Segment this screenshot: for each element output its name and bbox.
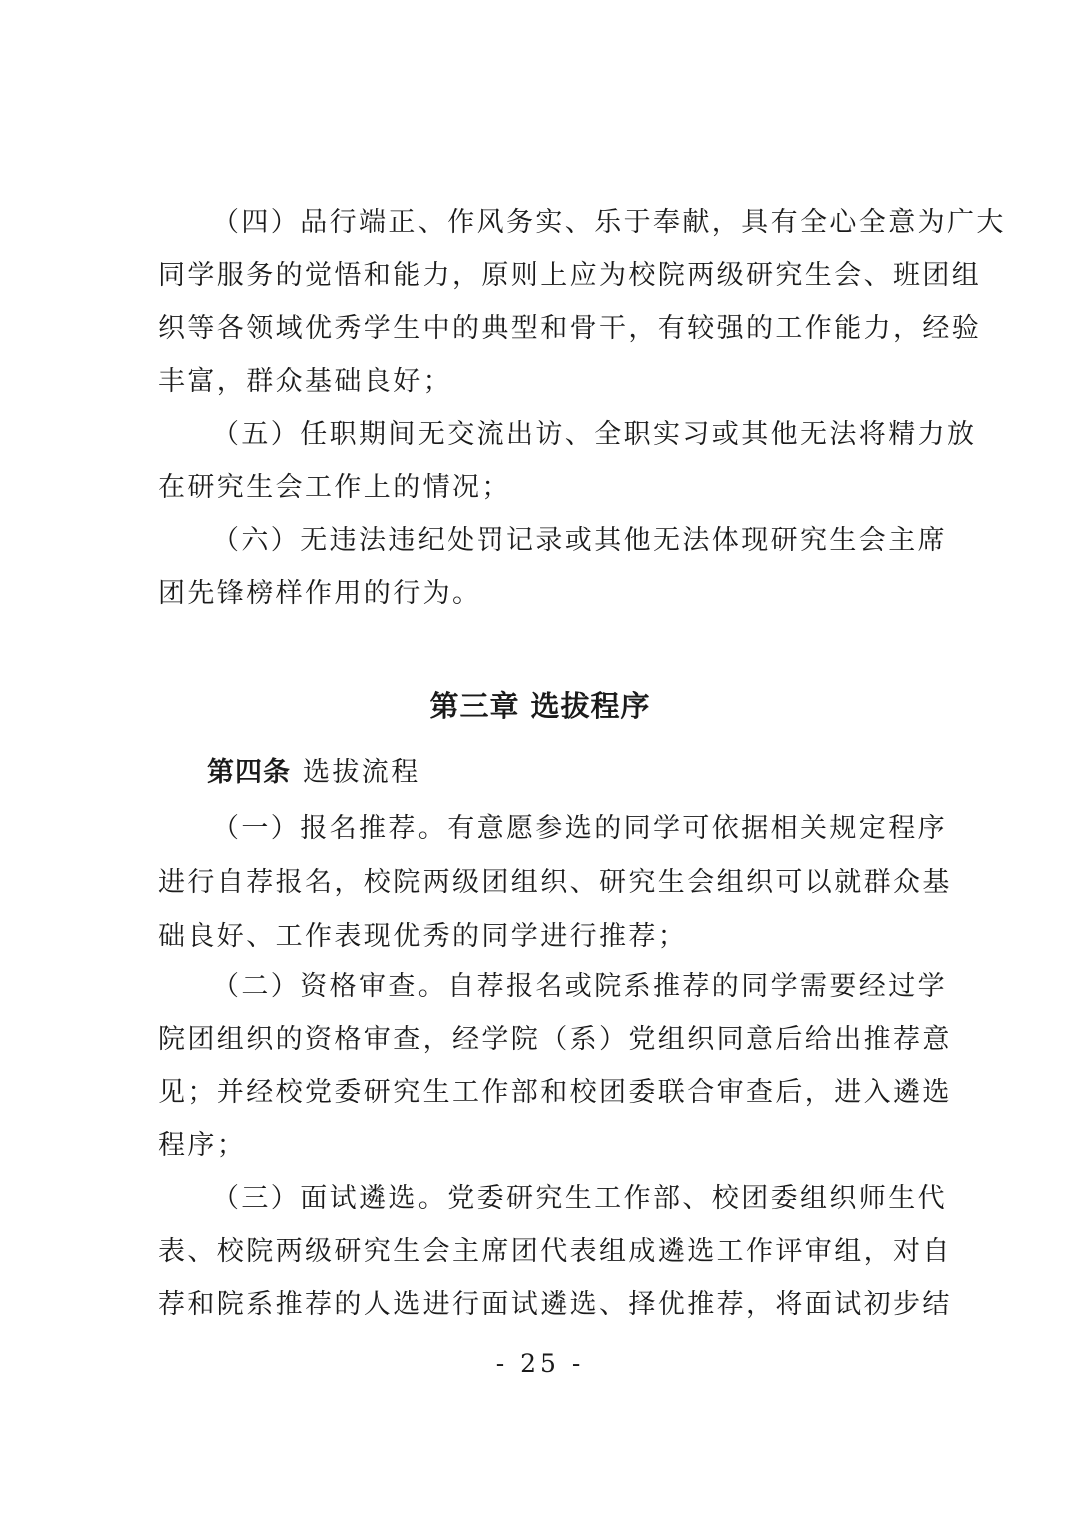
- paragraph-line: 同学服务的觉悟和能力，原则上应为校院两级研究生会、班团组: [158, 260, 982, 291]
- article-number: 第四条: [207, 757, 291, 788]
- paragraph-line: 进行自荐报名，校院两级团组织、研究生会组织可以就群众基: [158, 867, 952, 898]
- paragraph-line: 在研究生会工作上的情况；: [158, 472, 511, 503]
- paragraph-line: （五）任职期间无交流出访、全职实习或其他无法将精力放: [212, 419, 977, 450]
- paragraph-line: （六）无违法违纪处罚记录或其他无法体现研究生会主席: [212, 525, 947, 556]
- paragraph-line: （一）报名推荐。有意愿参选的同学可依据相关规定程序: [212, 813, 947, 844]
- paragraph-line: 织等各领域优秀学生中的典型和骨干，有较强的工作能力，经验: [158, 313, 982, 344]
- paragraph-line: （二）资格审查。自荐报名或院系推荐的同学需要经过学: [212, 971, 947, 1002]
- paragraph-line: 见；并经校党委研究生工作部和校团委联合审查后，进入遴选: [158, 1077, 952, 1108]
- paragraph-line: （三）面试遴选。党委研究生工作部、校团委组织师生代: [212, 1183, 947, 1214]
- paragraph-line: 院团组织的资格审查，经学院（系）党组织同意后给出推荐意: [158, 1024, 952, 1055]
- paragraph-line: 团先锋榜样作用的行为。: [158, 578, 482, 609]
- paragraph-line: 程序；: [158, 1130, 247, 1161]
- paragraph-line: 荐和院系推荐的人选进行面试遴选、择优推荐，将面试初步结: [158, 1289, 952, 1320]
- paragraph-line: 丰富，群众基础良好；: [158, 366, 452, 397]
- paragraph-line: 础良好、工作表现优秀的同学进行推荐；: [158, 921, 688, 952]
- page-number: - 25 -: [495, 1349, 585, 1378]
- article-heading: [207, 756, 421, 790]
- article-title: 选拔流程: [303, 757, 421, 788]
- chapter-heading: 第三章 选拔程序: [429, 689, 651, 723]
- paragraph-line: 表、校院两级研究生会主席团代表组成遴选工作评审组，对自: [158, 1236, 952, 1267]
- paragraph-line: （四）品行端正、作风务实、乐于奉献，具有全心全意为广大: [212, 207, 1006, 238]
